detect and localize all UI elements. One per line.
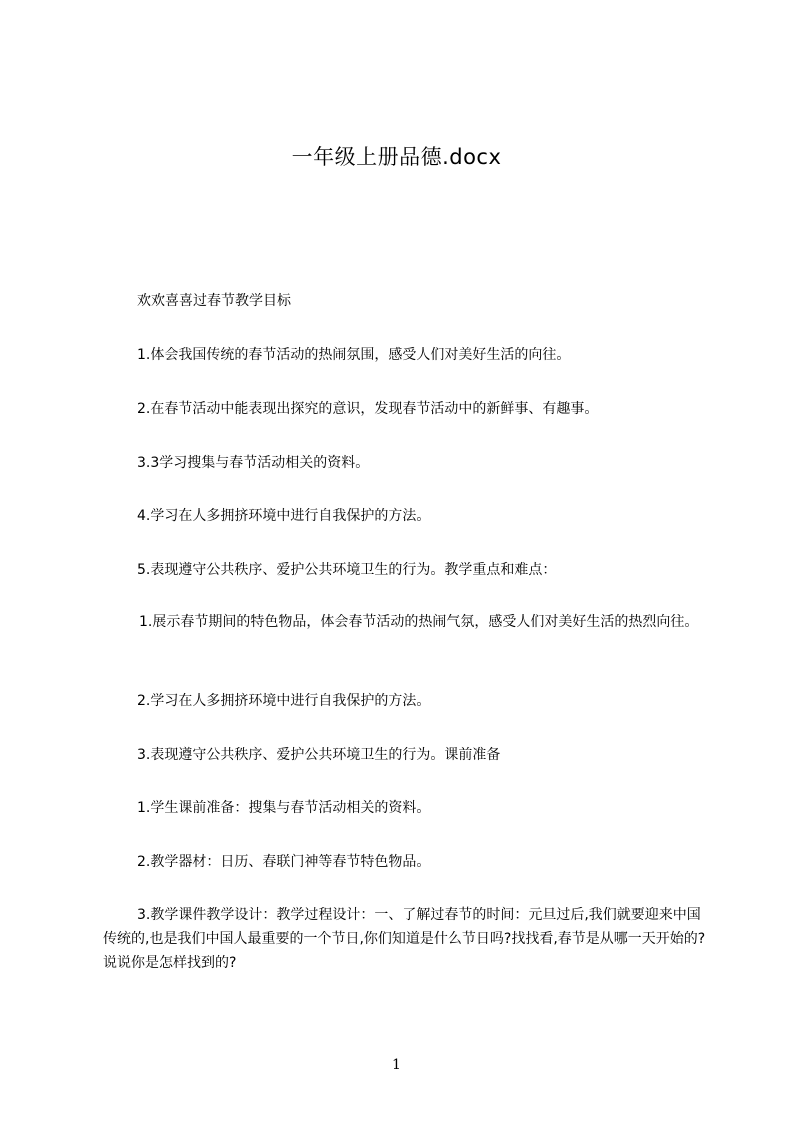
document-title: 一年级上册品德.docx — [291, 145, 502, 169]
paragraph: 1.体会我国传统的春节活动的热闹氛围，感受人们对美好生活的向往。 — [137, 347, 571, 363]
paragraph: 1.学生课前准备：搜集与春节活动相关的资料。 — [137, 800, 431, 816]
paragraph: 5.表现遵守公共秩序、爱护公共环境卫生的行为。教学重点和难点： — [137, 562, 557, 578]
paragraph: 3.教学课件教学设计：教学过程设计：一、了解过春节的时间：元旦过后,我们就要迎来中国传统的,也是我们中国人最重要的一个节日,你们知道是什么节日吗?找找看,春节是从哪一天开始的?说说你是怎样找到的? — [103, 907, 706, 971]
paragraph: 4.学习在人多拥挤环境中进行自我保护的方法。 — [137, 508, 431, 524]
paragraph: 2.教学器材：日历、春联门神等春节特色物品。 — [137, 854, 431, 870]
paragraph: 3.表现遵守公共秩序、爱护公共环境卫生的行为。课前准备 — [137, 747, 501, 763]
paragraph: 3.3学习搜集与春节活动相关的资料。 — [137, 455, 370, 471]
page-number: 1 — [392, 1057, 401, 1073]
paragraph-heading: 欢欢喜喜过春节教学目标 — [137, 293, 291, 309]
paragraph: 1.展示春节期间的特色物品，体会春节活动的热闹气氛，感受人们对美好生活的热烈向往。 — [139, 614, 699, 630]
paragraph: 2.在春节活动中能表现出探究的意识，发现春节活动中的新鲜事、有趣事。 — [137, 401, 599, 417]
paragraph: 2.学习在人多拥挤环境中进行自我保护的方法。 — [137, 693, 431, 709]
